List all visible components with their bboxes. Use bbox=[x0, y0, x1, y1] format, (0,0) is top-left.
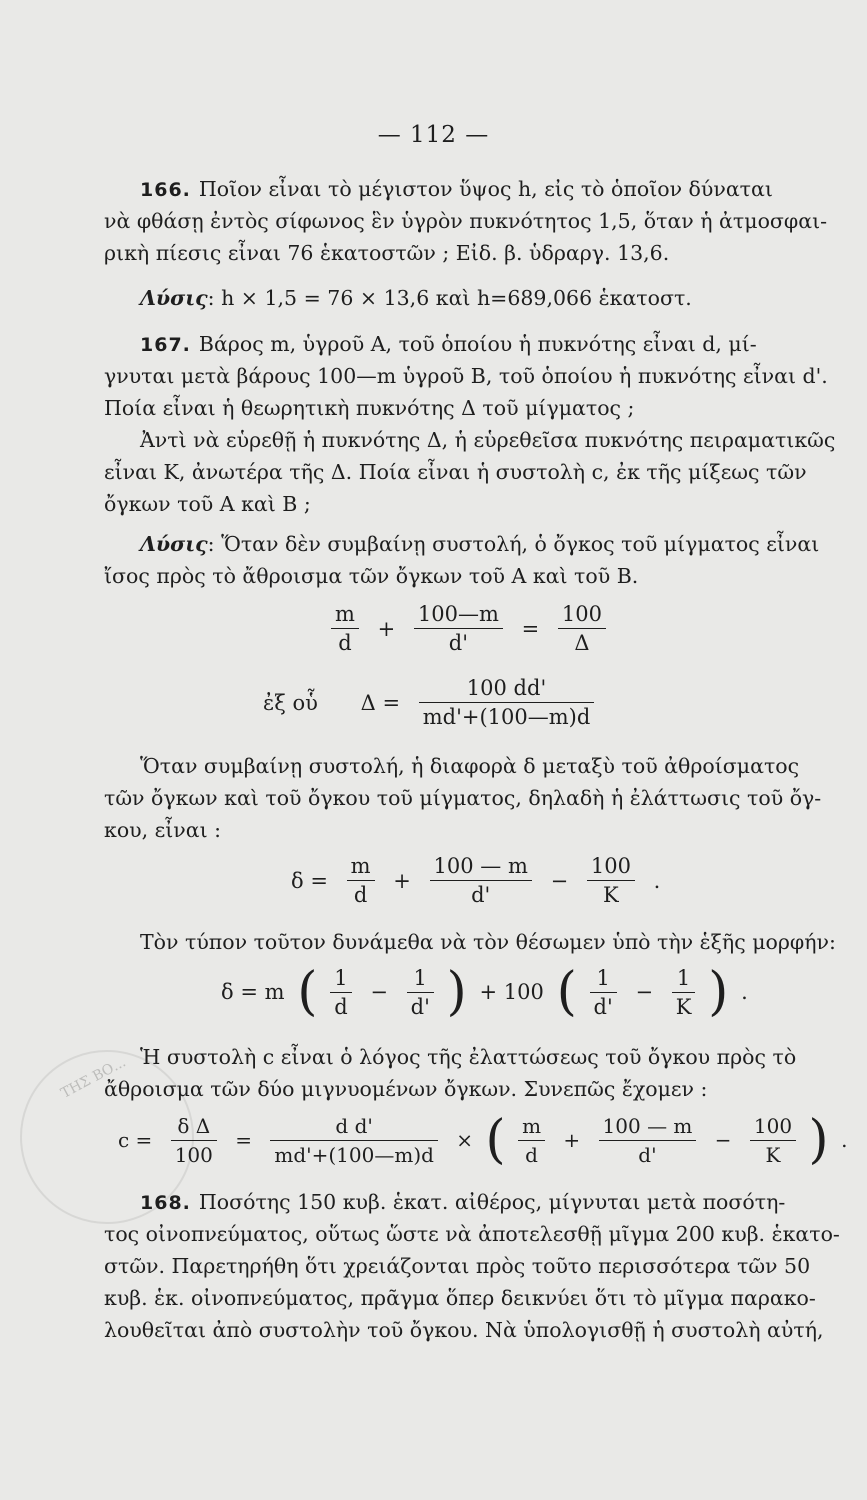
solution-166: Λύσις: h × 1,5 = 76 × 13,6 καὶ h=689,066 ἑκατοστ. bbox=[140, 286, 692, 310]
problem-168-line-5: λουθεῖται ἀπὸ συστολὴν τοῦ ὄγκου. Νὰ ὑπολογισθῇ ἡ συστολὴ αὐτή, bbox=[104, 1318, 824, 1342]
solution-167-line-6: Τὸν τύπον τοῦτον δυνάμεθα νὰ τὸν θέσωμεν ὑπὸ τὴν ἑξῆς μορφήν: bbox=[140, 930, 836, 954]
page-number: — 112 — bbox=[377, 122, 490, 148]
problem-number: 167. bbox=[140, 334, 191, 356]
problem-166-line-1: 166. Ποῖον εἶναι τὸ μέγιστον ὕψος h, εἰς τὸ ὁποῖον δύναται bbox=[140, 177, 773, 201]
problem-168-line-2: τος οἰνοπνεύματος, οὕτως ὥστε νὰ ἀποτελεσθῇ μῖγμα 200 κυβ. ἑκατο- bbox=[104, 1222, 840, 1246]
equation-decrease-factored: δ = m ( $\frac{1}{d}$ − $\frac{1}{d'}$ ) + 100 ( $\frac{1}{d'}$ − $\frac{1}{K}$ ) . bbox=[221, 962, 748, 1022]
solution-167-line-4: τῶν ὄγκων καὶ τοῦ ὄγκου τοῦ μίγματος, δηλαδὴ ἡ ἐλάττωσις τοῦ ὄγ- bbox=[104, 786, 822, 810]
equation-volume-sum: $\frac{m}{d}$ + $\frac{100—m}{d'}$ = $\frac{100}{\Delta}$ bbox=[325, 600, 612, 657]
solution-167-line-2: ἴσος πρὸς τὸ ἄθροισμα τῶν ὄγκων τοῦ Α καὶ τοῦ Β. bbox=[104, 564, 639, 588]
problem-167-line-6: ὄγκων τοῦ Α καὶ Β ; bbox=[104, 492, 311, 516]
equation-volume-decrease: δ = $\frac{m}{d}$ + $\frac{100 — m}{d'}$ − $\frac{100}{K}$ . bbox=[291, 854, 661, 907]
solution-167-line-3: Ὅταν συμβαίνῃ συστολή, ἡ διαφορὰ δ μεταξὺ τοῦ ἀθροίσματος bbox=[140, 754, 800, 778]
solution-167-line-1: Λύσις: Ὅταν δὲν συμβαίνῃ συστολή, ὁ ὄγκος τοῦ μίγματος εἶναι bbox=[140, 532, 820, 556]
problem-167-line-4: Ἀντὶ νὰ εὑρεθῇ ἡ πυκνότης Δ, ἡ εὑρεθεῖσα πυκνότης πειραματικῶς bbox=[140, 428, 836, 452]
problem-166-line-2: νὰ φθάσῃ ἐντὸς σίφωνος ἓν ὑγρὸν πυκνότητος 1,5, ὅταν ἡ ἀτμοσφαι- bbox=[104, 209, 828, 233]
problem-168-line-3: στῶν. Παρετηρήθη ὅτι χρειάζονται πρὸς τοῦτο περισσότερα τῶν 50 bbox=[104, 1254, 811, 1278]
problem-166-line-3: ρικὴ πίεσις εἶναι 76 ἑκατοστῶν ; Εἰδ. β. ὑδραργ. 13,6. bbox=[104, 241, 670, 265]
solution-167-line-8: ἄθροισμα τῶν δύο μιγνυομένων ὄγκων. Συνεπῶς ἔχομεν : bbox=[104, 1077, 708, 1101]
solution-167-line-5: κου, εἶναι : bbox=[104, 818, 222, 842]
solution-label: Λύσις bbox=[140, 286, 208, 310]
solution-167-line-7: Ἡ συστολὴ c εἶναι ὁ λόγος τῆς ἐλαττώσεως τοῦ ὄγκου πρὸς τὸ bbox=[140, 1045, 797, 1069]
problem-168-line-4: κυβ. ἑκ. οἰνοπνεύματος, πρᾶγμα ὅπερ δεικνύει ὅτι τὸ μῖγμα παρακο- bbox=[104, 1286, 816, 1310]
problem-167-line-3: Ποία εἶναι ἡ θεωρητικὴ πυκνότης Δ τοῦ μίγματος ; bbox=[104, 396, 635, 420]
library-stamp-text: ΤΗΣ ΒΟ... bbox=[58, 1054, 129, 1102]
problem-167-line-1: 167. Βάρος m, ὑγροῦ Α, τοῦ ὁποίου ἡ πυκνότης εἶναι d, μί- bbox=[140, 332, 757, 356]
problem-167-line-2: γνυται μετὰ βάρους 100—m ὑγροῦ Β, τοῦ ὁποίου ἡ πυκνότης εἶναι d'. bbox=[104, 364, 828, 388]
problem-number: 168. bbox=[140, 1192, 191, 1214]
problem-168-line-1: 168. Ποσότης 150 κυβ. ἑκατ. αἰθέρος, μίγνυται μετὰ ποσότη- bbox=[140, 1190, 786, 1214]
equation-contraction: c = $\frac{\text{δ Δ}}{100}$ = $\frac{\text{d d'}}{md'+(100—m)d}$ × ( $\frac{m}{d}$ + $\frac{100 — m}{d'}$ − $\frac{100}{K}$ ) . bbox=[118, 1110, 848, 1170]
equation-theoretical-density: ἐξ οὗ Δ = $\frac{100 dd'}{md'+(100—m)d}$ bbox=[257, 674, 600, 731]
problem-number: 166. bbox=[140, 179, 191, 201]
problem-167-line-5: εἶναι Κ, ἀνωτέρα τῆς Δ. Ποία εἶναι ἡ συστολὴ c, ἐκ τῆς μίξεως τῶν bbox=[104, 460, 807, 484]
solution-label: Λύσις bbox=[140, 532, 208, 556]
